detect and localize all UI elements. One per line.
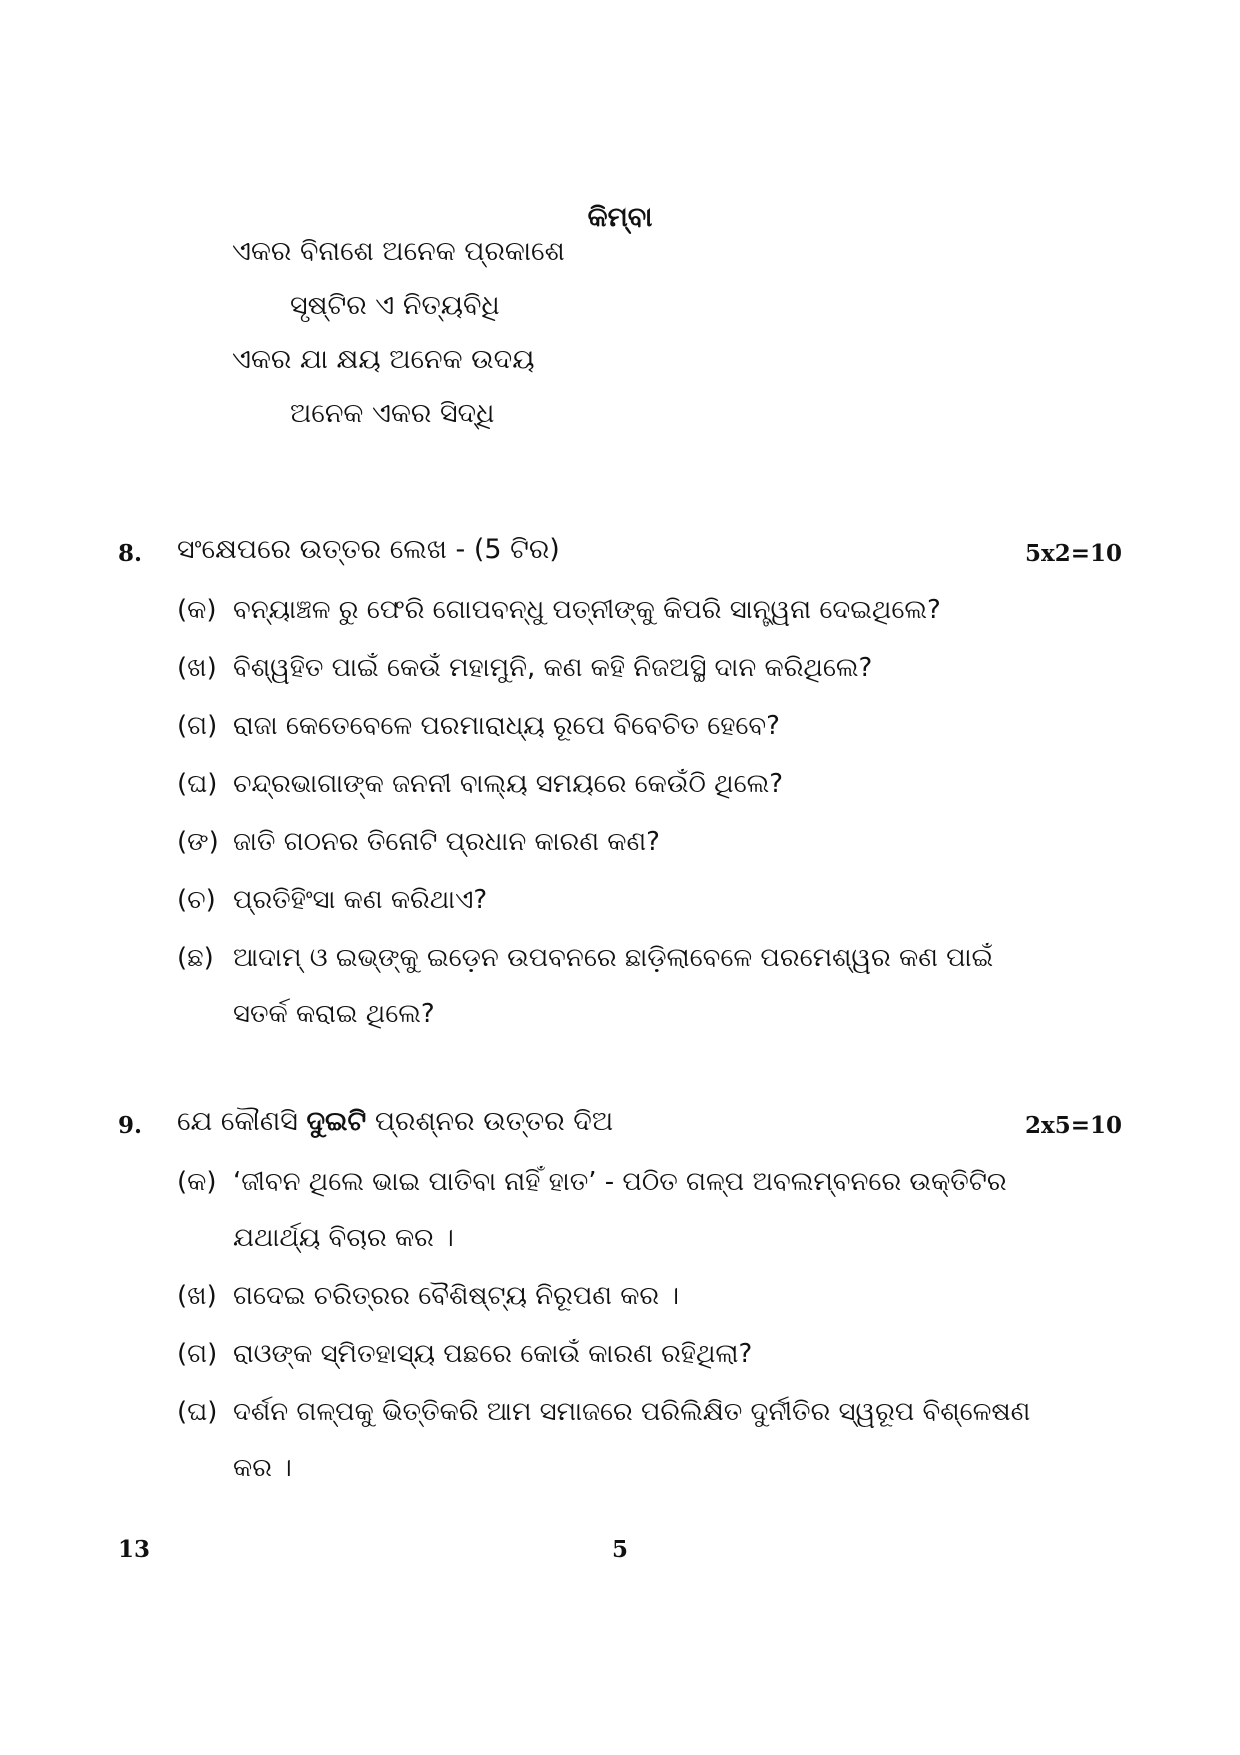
item-label: (ଗ)	[177, 711, 218, 741]
item-label: (ଚ)	[177, 885, 216, 915]
q8-item-chha	[177, 930, 1097, 1042]
item-text-continued: କର ।	[233, 1453, 292, 1483]
item-text: ଚନ୍ଦ୍ରଭାଗାଙ୍କ ଜନନୀ ବାଲ୍ୟ ସମୟରେ କେଉଁଠି ଥିଲେ?	[233, 769, 784, 799]
title-part: ପ୍ରଶ୍ନର ଉତ୍ତର ଦିଅ	[374, 1106, 614, 1137]
item-text: ବନ୍ୟାଞ୍ଚଳ ରୁ ଫେରି ଗୋପବନ୍ଧୁ ପତ୍ନୀଙ୍କୁ କିପରି ସାନ୍ତ୍ୱନା ଦେଇଥିଲେ?	[233, 595, 941, 625]
title-emphasis: ଦୁଇଟି	[306, 1106, 367, 1137]
q8-item-gha	[177, 756, 1097, 812]
q9-item-ga	[177, 1326, 1097, 1382]
q9-item-gha	[177, 1384, 1097, 1496]
poem-line-2: ସୃଷ୍ଟିର ଏ ନିତ୍ୟବିଧି	[290, 290, 500, 321]
item-text-continued: ଯଥାର୍ଥ୍ୟ ବିଚାର କର ।	[233, 1223, 454, 1253]
or-heading: କିମ୍ବା	[587, 202, 653, 233]
item-label: (ଗ)	[177, 1339, 218, 1369]
question-8-number: 8.	[118, 540, 143, 567]
poem-line-3: ଏକର ଯା କ୍ଷୟ ଅନେକ ଉଦୟ	[232, 344, 535, 375]
question-8-title: ସଂକ୍ଷେପରେ ଉତ୍ତର ଲେଖ - (5 ଟିର)	[177, 534, 560, 565]
item-text: ‘ଜୀବନ ଥିଲେ ଭାଇ ପାତିବା ନାହିଁ ହାତ’ - ପଠିତ ଗଳ୍ପ ଅବଲମ୍ବନରେ ଉକ୍ତିଟିର	[233, 1167, 1007, 1197]
q9-item-kha	[177, 1268, 1097, 1324]
item-text: ଜାତି ଗଠନର ତିନୋଟି ପ୍ରଧାନ କାରଣ କଣ?	[233, 827, 660, 857]
item-text: ବିଶ୍ୱହିତ ପାଇଁ କେଉଁ ମହାମୁନି, କଣ କହି ନିଜଅସ୍ଥି ଦାନ କରିଥିଲେ?	[233, 653, 873, 683]
page-number: 5	[611, 1536, 628, 1563]
question-9-number: 9.	[118, 1112, 143, 1139]
question-9-marks: 2x5=10	[1025, 1112, 1122, 1139]
item-label: (ଙ)	[177, 827, 219, 857]
q8-item-nga	[177, 814, 1097, 870]
item-text: ଆଦାମ୍ ଓ ଇଭ୍‌ଙ୍କୁ ଇଡ଼େନ ଉପବନରେ ଛାଡ଼ିଲାବେଳେ ପରମେଶ୍ୱର କଣ ପାଇଁ	[233, 943, 994, 973]
item-label: (ଛ)	[177, 943, 214, 973]
item-label: (ଖ)	[177, 1281, 217, 1311]
poem-line-1: ଏକର ବିନାଶେ ଅନେକ ପ୍ରକାଶେ	[232, 236, 565, 267]
item-text: ପ୍ରତିହିଂସା କଣ କରିଥାଏ?	[233, 885, 488, 915]
poem-line-4: ଅନେକ ଏକର ସିଦ୍ଧି	[290, 398, 495, 429]
question-8-marks: 5x2=10	[1025, 540, 1122, 567]
item-text: ରାଜା କେତେବେଳେ ପରମାରାଧ୍ୟ ରୂପେ ବିବେଚିତ ହେବେ?	[233, 711, 780, 741]
question-9-title	[177, 1106, 613, 1138]
item-text: ଗଦେଇ ଚରିତ୍ରର ବୈଶିଷ୍ଟ୍ୟ ନିରୂପଣ କର ।	[233, 1281, 680, 1311]
title-part: ଯେ କୌଣସି	[177, 1106, 298, 1137]
paper-code: 13	[118, 1536, 151, 1563]
item-label: (ଘ)	[177, 1397, 218, 1427]
item-label: (କ)	[177, 595, 217, 625]
q8-item-ka	[177, 582, 1097, 638]
item-label: (କ)	[177, 1167, 217, 1197]
q8-item-kha	[177, 640, 1097, 696]
q9-item-ka	[177, 1154, 1097, 1266]
item-text: ରାଓଙ୍କ ସ୍ମିତହାସ୍ୟ ପଛରେ କୋଉଁ କାରଣ ରହିଥିଲା?	[233, 1339, 753, 1369]
q8-item-cha	[177, 872, 1097, 928]
item-label: (ଖ)	[177, 653, 217, 683]
item-text: ଦର୍ଶନ ଗଳ୍ପକୁ ଭିତ୍ତିକରି ଆମ ସମାଜରେ ପରିଲିକ୍ଷିତ ଦୁର୍ନୀତିର ସ୍ୱରୂପ ବିଶ୍ଳେଷଣ	[233, 1397, 1031, 1427]
item-text-continued: ସତର୍କ କରାଇ ଥିଲେ?	[233, 999, 435, 1029]
q8-item-ga	[177, 698, 1097, 754]
item-label: (ଘ)	[177, 769, 218, 799]
